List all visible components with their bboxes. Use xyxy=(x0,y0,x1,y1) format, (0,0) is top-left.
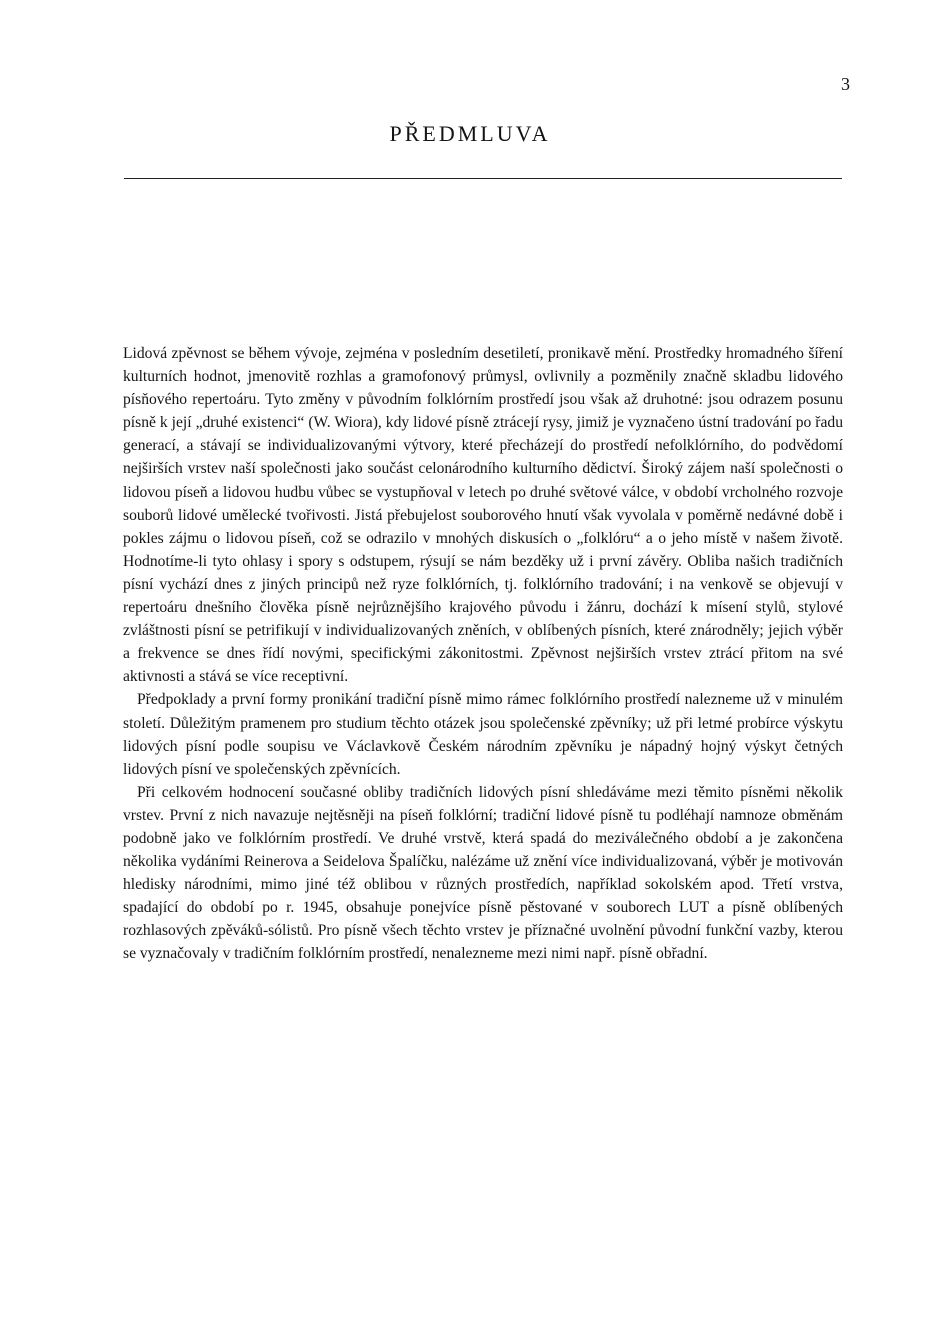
paragraph-3: Při celkovém hodnocení současné obliby tradičních lidových písní shledáváme mezi těmito písněmi několik vrstev. První z nich navazuje nejtěsněji na píseň folklórní; tradiční lidové písně tu podléhají namnoze obměnám podobně jako ve folklórním prostředí. Ve druhé vrstvě, která spadá do meziválečného období a je zakončena několika vydáními Reinerova a Seidelova Špalíčku, nalézáme už znění více individualizovaná, výběr je motivován hledisky národními, mimo jiné též oblibou v různých prostředích, například sokolském apod. Třetí vrstva, spadající do období po r. 1945, obsahuje ponejvíce písně pěstované v souborech LUT a písně oblíbených rozhlasových zpěváků-sólistů. Pro písně všech těchto vrstev je příznačné uvolnění původní funkční vazby, kterou se vyznačovaly v tradičním folklórním prostředí, nenalezneme mezi nimi např. písně obřadní. xyxy=(123,783,843,963)
preface-body xyxy=(123,342,843,966)
paragraph-1: Lidová zpěvnost se během vývoje, zejména v posledním desetiletí, pronikavě mění. Prostředky hromadného šíření kulturních hodnot, jmenovitě rozhlas a gramofonový průmysl, ovlivnily a pozměnily značně skladbu lidového písňového repertoáru. Tyto změny v původním folklórním prostředí jsou však až druhotné: jsou odrazem posunu písně k její „druhé existenci“ (W. Wiora), kdy lidové písně ztrácejí rysy, jimiž je vyznačeno ústní tradování po řadu generací, a stávají se individualizovanými výtvory, které přecházejí do prostředí nefolklórního, do podvědomí nejširších vrstev naší společnosti jako součást celonárodního kulturního dědictví. Široký zájem naší společnosti o lidovou píseň a lidovou hudbu vůbec se vystupňoval v letech po druhé světové válce, v období vrcholného rozvoje souborů lidové umělecké tvořivosti. Jistá přebujelost souborového hnutí však vyvolala v poměrně nedávné době i pokles zájmu o lidovou píseň, což se odrazilo v mnohých diskusích o „folklóru“ a o jeho místě v našem životě. Hodnotíme-li tyto ohlasy i spory s odstupem, rýsují se nám bezděky už i první závěry. Obliba našich tradičních písní vychází dnes z jiných principů než ryze folklórních, tj. folklórního tradování; i na venkově se objevují v repertoáru dnešního člověka písně nejrůznějšího krajového původu i žánru, dochází k mísení stylů, stylové zvláštnosti písní se petrifikují v individualizovaných zněních, v oblíbených písních, které znárodněly; jejich výběr a frekvence se dnes řídí novými, specifickými zákonitostmi. Zpěvnost nejširších vrstev ztrácí přitom na své aktivnosti a stává se více receptivní. xyxy=(123,345,843,686)
page-number: 3 xyxy=(841,74,850,94)
paragraph-2: Předpoklady a první formy pronikání tradiční písně mimo rámec folklórního prostředí nalezneme už v minulém století. Důležitým pramenem pro studium těchto otázek jsou společenské zpěvníky; už při letmé probírce výskytu lidových písní podle soupisu ve Václavkově Českém národním zpěvníku je nápadný hojný výskyt četných lidových písní ve společenských zpěvnících. xyxy=(123,691,843,778)
page-title: PŘEDMLUVA xyxy=(389,121,551,146)
title-divider xyxy=(124,178,842,179)
